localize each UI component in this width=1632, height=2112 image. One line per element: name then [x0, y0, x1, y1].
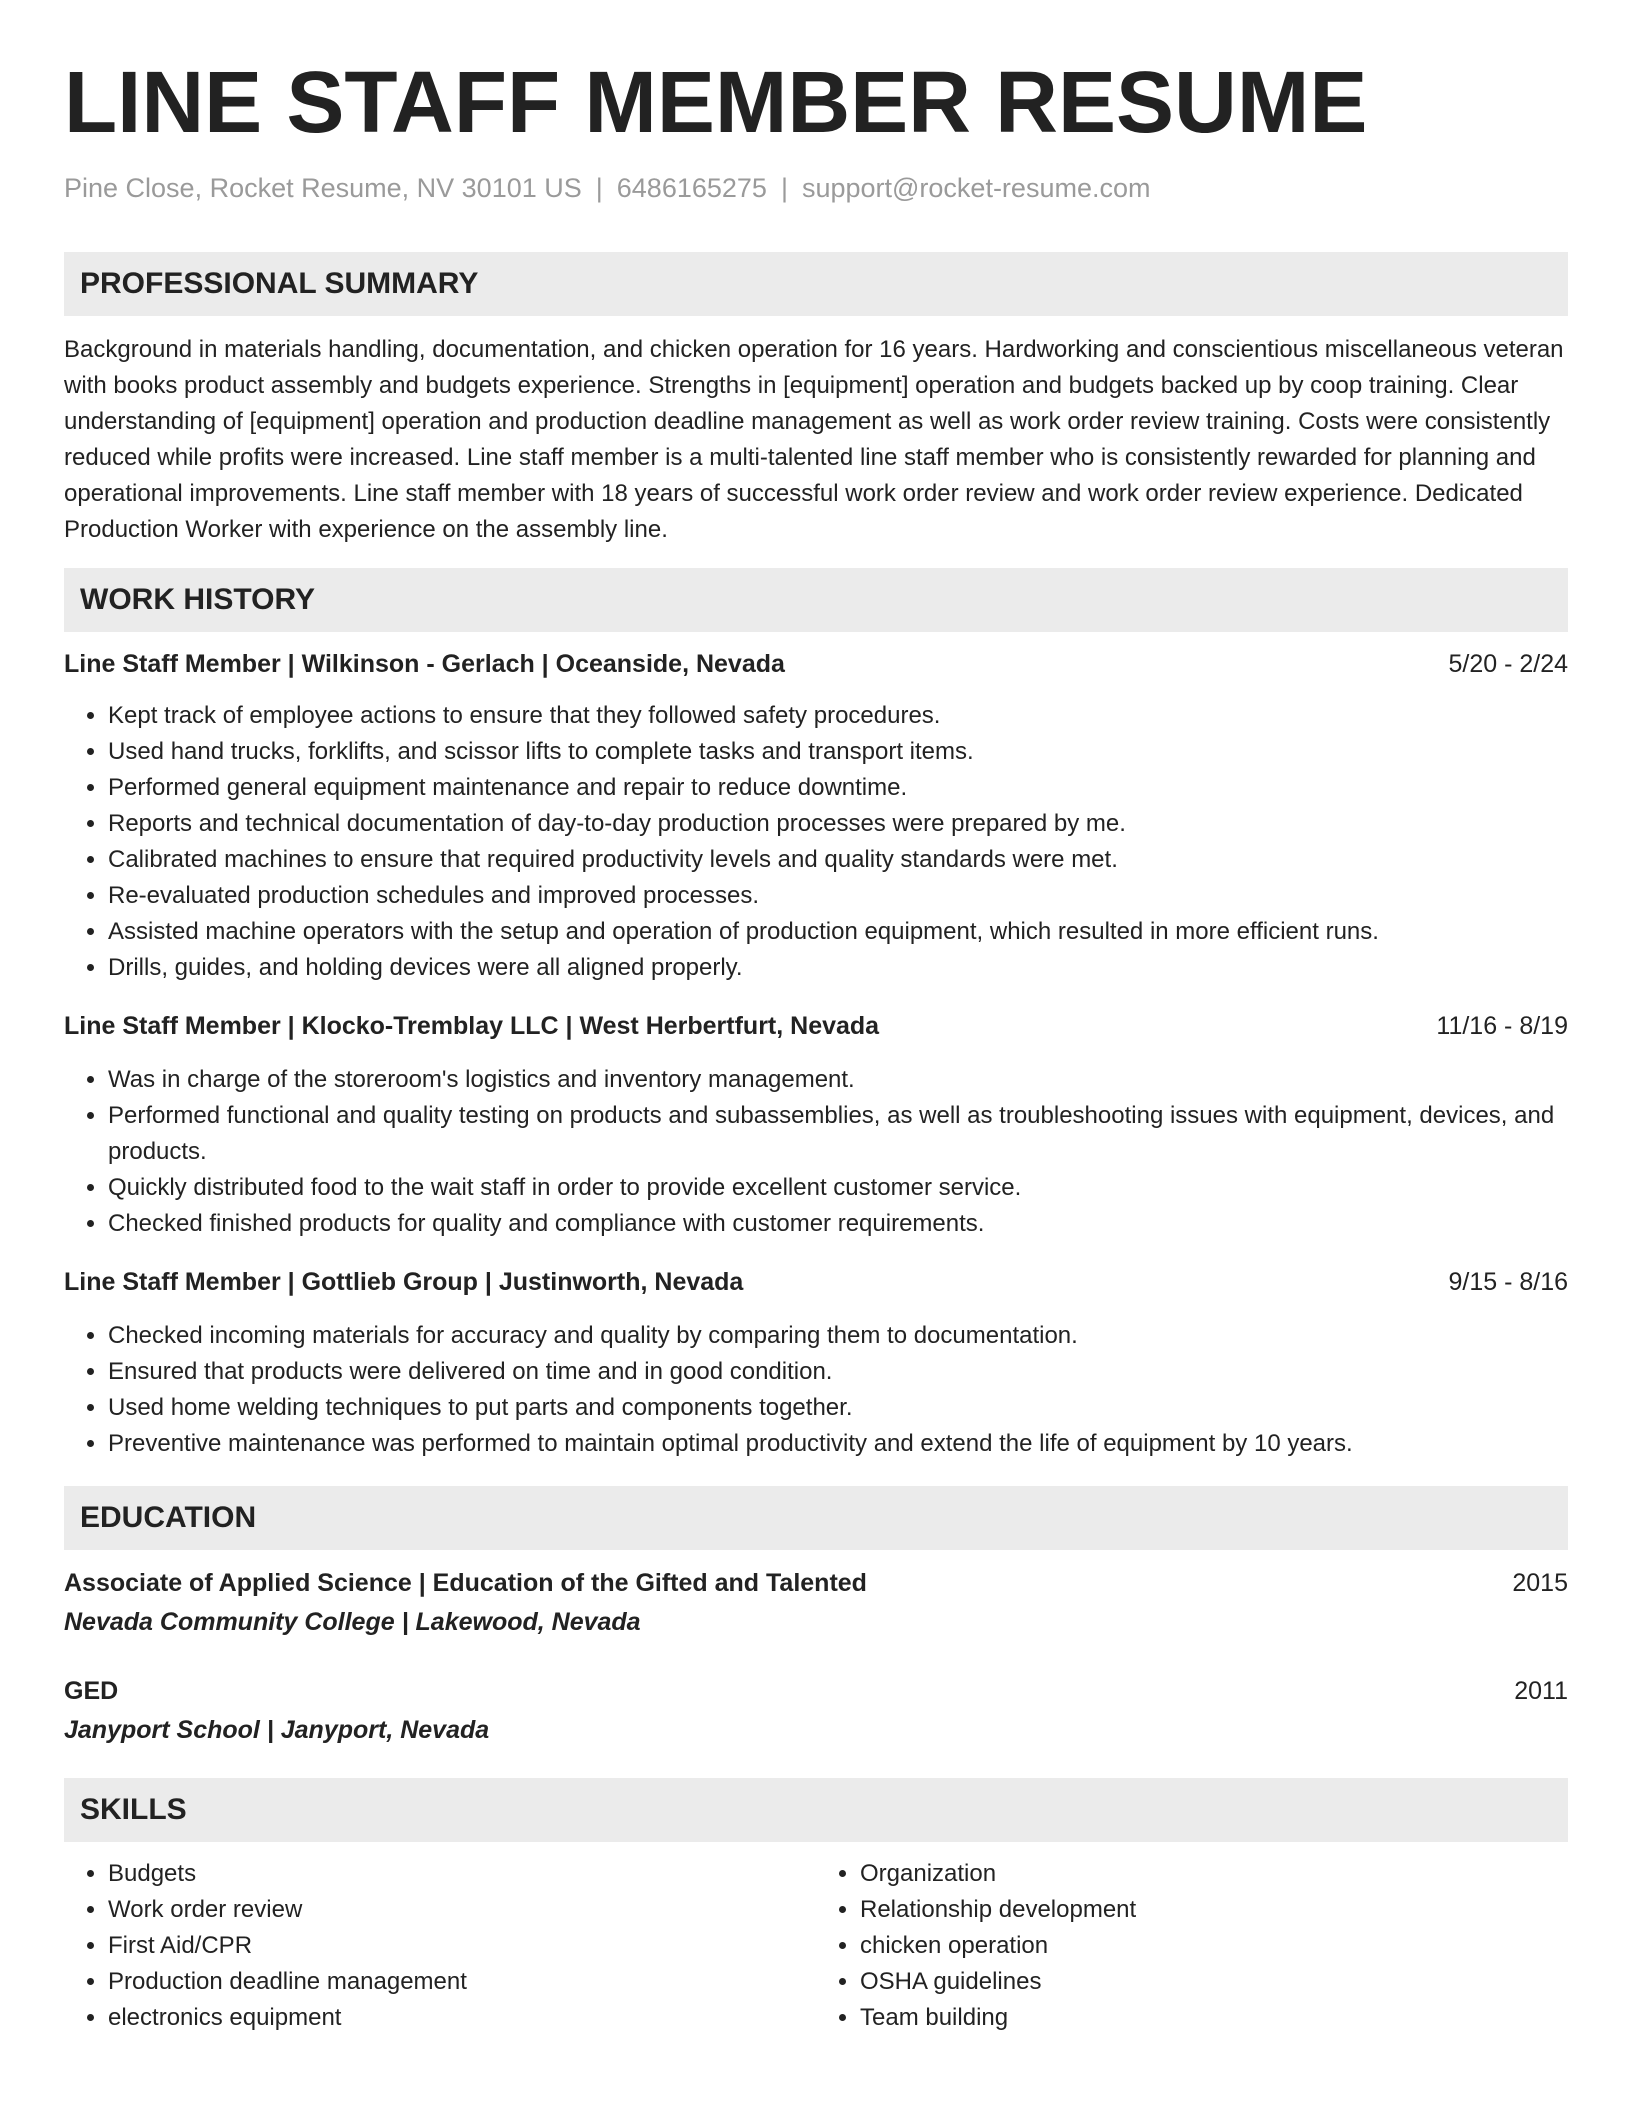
list-item: • Organization	[860, 1856, 1568, 1892]
list-item: • Budgets	[108, 1856, 816, 1892]
list-item: • Team building	[860, 2000, 1568, 2036]
job-bullets	[64, 1062, 1568, 1242]
education-school: Janyport School | Janyport, Nevada	[64, 1715, 490, 1744]
section-header-skills: SKILLS	[64, 1778, 1568, 1842]
job-title: Line Staff Member | Wilkinson - Gerlach | Oceanside, Nevada	[64, 649, 785, 678]
education-degree: Associate of Applied Science | Education of the Gifted and Talented	[64, 1568, 867, 1597]
list-item: • chicken operation	[860, 1928, 1568, 1964]
contact-address: Pine Close, Rocket Resume, NV 30101 US	[64, 172, 582, 203]
summary-text: Background in materials handling, documentation, and chicken operation for 16 years. Hardworking and conscientious miscellaneous veteran with books product assembly and budgets experience. Strengths in [equipment] operation and budgets backed up by coop training. Clear understanding of [equipment] operation and production deadline management as well as work order review training. Costs were consistently reduced while profits were increased. Line staff member is a multi-talented line staff member who is consistently rewarded for planning and operational improvements. Line staff member with 18 years of successful work order review and work order review experience. Dedicated Production Worker with experience on the assembly line.	[64, 335, 1564, 543]
list-item: • Re-evaluated production schedules and improved processes.	[108, 878, 1568, 914]
education-school: Nevada Community College | Lakewood, Nevada	[64, 1607, 641, 1636]
skills-column-left	[64, 1856, 816, 2036]
contact-line	[64, 173, 1568, 204]
list-item: • Reports and technical documentation of day-to-day production processes were prepared by me.	[108, 806, 1568, 842]
contact-email: support@rocket-resume.com	[801, 172, 1151, 203]
list-item: • Performed general equipment maintenance and repair to reduce downtime.	[108, 770, 1568, 806]
list-item: • Used home welding techniques to put parts and components together.	[108, 1390, 1568, 1426]
skills-list	[64, 1856, 1568, 2036]
list-item: • Production deadline management	[108, 1964, 816, 2000]
job-heading	[64, 1264, 1568, 1300]
education-year: 2015	[1512, 1568, 1568, 1597]
education-heading	[64, 1564, 1568, 1602]
job-title: Line Staff Member | Klocko-Tremblay LLC | West Herbertfurt, Nevada	[64, 1011, 880, 1040]
skills-column-right	[816, 1856, 1568, 2036]
contact-phone: 6486165275	[616, 172, 767, 203]
education-heading	[64, 1672, 1568, 1710]
list-item: • Relationship development	[860, 1892, 1568, 1928]
list-item: • Kept track of employee actions to ensure that they followed safety procedures.	[108, 698, 1568, 734]
contact-separator: |	[780, 172, 788, 203]
contact-separator: |	[595, 172, 603, 203]
job-dates: 9/15 - 8/16	[1448, 1267, 1568, 1296]
list-item: • Checked finished products for quality and compliance with customer requirements.	[108, 1206, 1568, 1242]
job-heading	[64, 646, 1568, 682]
education-entry	[64, 1564, 1568, 1642]
list-item: • Was in charge of the storeroom's logistics and inventory management.	[108, 1062, 1568, 1098]
list-item: • OSHA guidelines	[860, 1964, 1568, 2000]
list-item: • Performed functional and quality testing on products and subassemblies, as well as troubleshooting issues with equipment, devices, and products.	[108, 1098, 1568, 1170]
list-item: • Assisted machine operators with the setup and operation of production equipment, which resulted in more efficient runs.	[108, 914, 1568, 950]
list-item: • Calibrated machines to ensure that required productivity levels and quality standards were met.	[108, 842, 1568, 878]
list-item: • Checked incoming materials for accuracy and quality by comparing them to documentation.	[108, 1318, 1568, 1354]
list-item: • Ensured that products were delivered on time and in good condition.	[108, 1354, 1568, 1390]
section-header-education: EDUCATION	[64, 1486, 1568, 1550]
job-dates: 5/20 - 2/24	[1448, 649, 1568, 678]
job-entry	[64, 1008, 1568, 1242]
job-bullets	[64, 1318, 1568, 1462]
list-item: • Quickly distributed food to the wait staff in order to provide excellent customer service.	[108, 1170, 1568, 1206]
job-dates: 11/16 - 8/19	[1436, 1011, 1568, 1040]
list-item: • electronics equipment	[108, 2000, 816, 2036]
list-item: • Used hand trucks, forklifts, and scissor lifts to complete tasks and transport items.	[108, 734, 1568, 770]
job-entry	[64, 1264, 1568, 1462]
education-entry	[64, 1672, 1568, 1750]
list-item: • First Aid/CPR	[108, 1928, 816, 1964]
section-header-summary: PROFESSIONAL SUMMARY	[64, 252, 1568, 316]
resume-title: LINE STAFF MEMBER RESUME	[64, 54, 1368, 151]
list-item: • Work order review	[108, 1892, 816, 1928]
education-degree: GED	[64, 1676, 119, 1705]
job-bullets	[64, 698, 1568, 986]
job-entry	[64, 646, 1568, 986]
job-title: Line Staff Member | Gottlieb Group | Justinworth, Nevada	[64, 1267, 744, 1296]
list-item: • Preventive maintenance was performed to maintain optimal productivity and extend the life of equipment by 10 years.	[108, 1426, 1568, 1462]
section-header-work-history: WORK HISTORY	[64, 568, 1568, 632]
job-heading	[64, 1008, 1568, 1044]
list-item: • Drills, guides, and holding devices were all aligned properly.	[108, 950, 1568, 986]
education-year: 2011	[1514, 1676, 1568, 1705]
